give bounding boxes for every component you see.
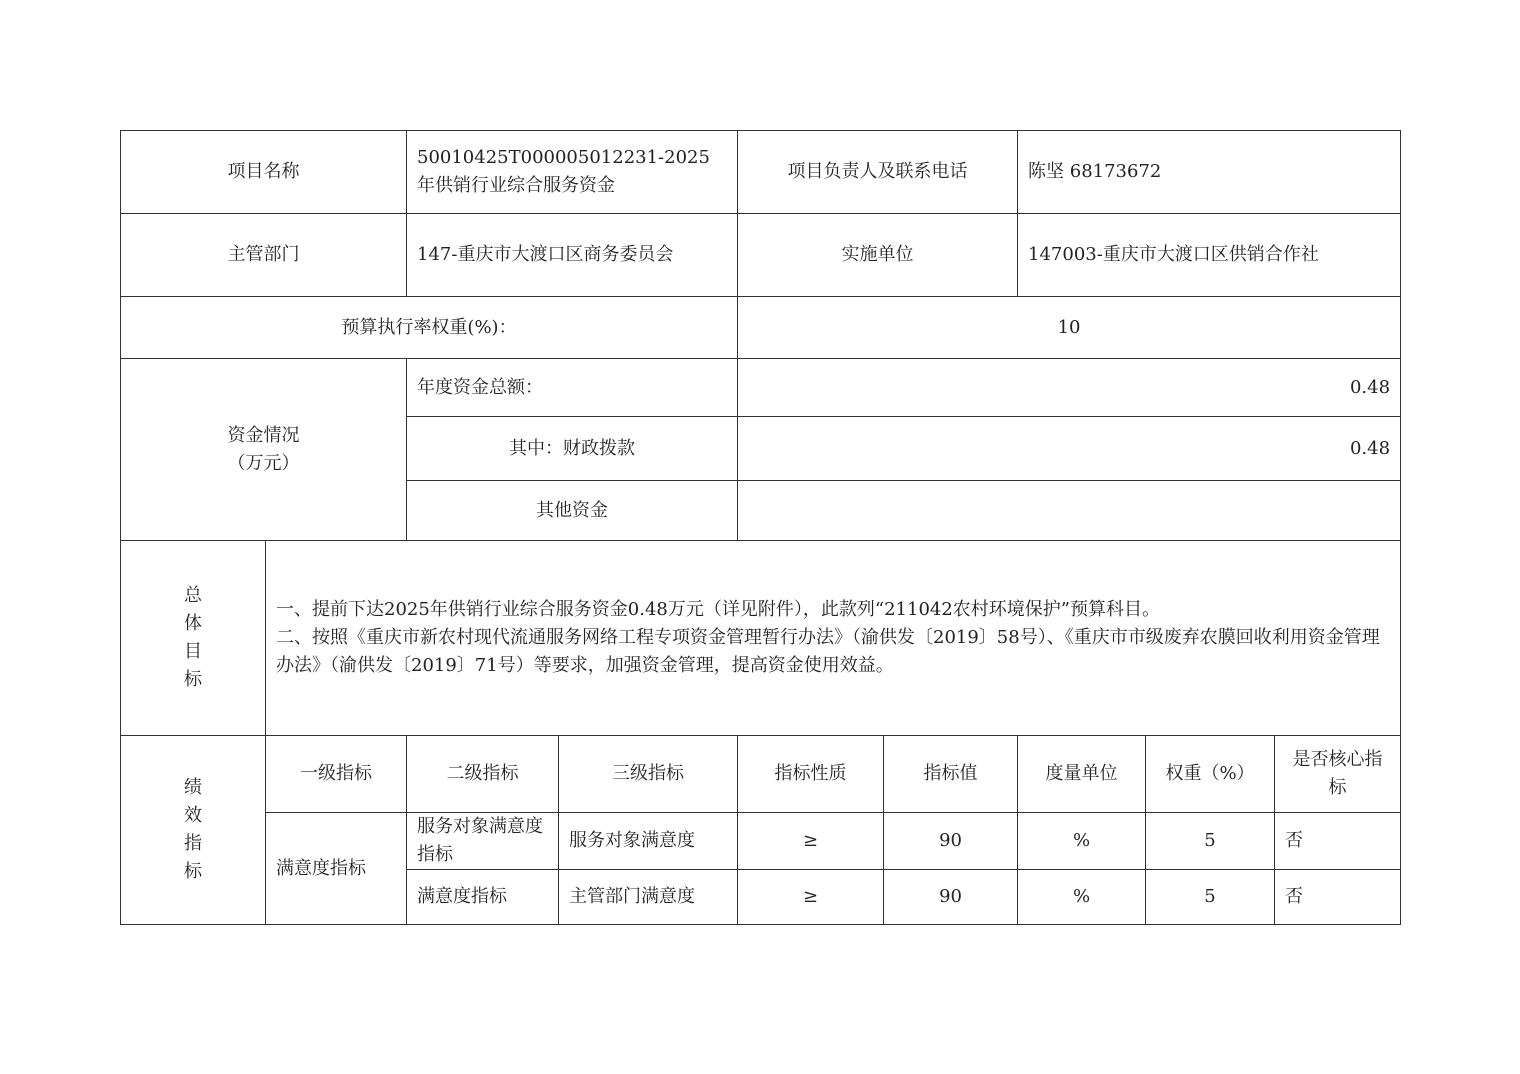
indicator-level3: 主管部门满意度 [559,870,738,925]
indicator-weight: 5 [1146,813,1275,870]
header-level1: 一级指标 [266,736,407,813]
indicator-level1: 满意度指标 [266,813,407,925]
indicator-core: 否 [1275,813,1401,870]
indicator-value: 90 [884,813,1018,870]
contact-value: 陈坚 68173672 [1018,131,1401,214]
indicator-weight: 5 [1146,870,1275,925]
indicator-level2: 服务对象满意度指标 [407,813,559,870]
funds-fiscal-value: 0.48 [738,417,1401,481]
indicator-nature: ≥ [738,813,884,870]
goals-row [121,541,1401,736]
indicator-level2: 满意度指标 [407,870,559,925]
indicators-section-title: 绩效指标 [184,777,202,882]
department-row [121,214,1401,297]
funds-total-row [121,359,1401,417]
budget-weight-label: 预算执行率权重(%)： [121,297,738,359]
funds-other-value [738,481,1401,541]
implementing-unit-value: 147003-重庆市大渡口区供销合作社 [1018,214,1401,297]
funds-total-label: 年度资金总额： [407,359,738,417]
department-value: 147-重庆市大渡口区商务委员会 [407,214,738,297]
indicators-section-label [121,736,266,925]
project-name-row [121,131,1401,214]
indicator-unit: % [1018,813,1146,870]
indicator-level3: 服务对象满意度 [559,813,738,870]
header-value: 指标值 [884,736,1018,813]
goals-section-label [121,541,266,736]
indicator-nature: ≥ [738,870,884,925]
budget-weight-row [121,297,1401,359]
goals-section-title: 总体目标 [184,585,202,690]
funds-section-unit: （万元） [227,452,300,474]
header-unit: 度量单位 [1018,736,1146,813]
funds-section-label [121,359,407,541]
project-name-value: 50010425T000005012231-2025年供销行业综合服务资金 [407,131,738,214]
funds-total-value: 0.48 [738,359,1401,417]
budget-weight-value: 10 [738,297,1401,359]
goal-line-1: 一、提前下达2025年供销行业综合服务资金0.48万元（详见附件），此款列“211042农村环境保护”预算科目。 [276,599,1160,620]
header-core: 是否核心指标 [1275,736,1401,813]
implementing-unit-label: 实施单位 [738,214,1018,297]
funds-other-label: 其他资金 [407,481,738,541]
goals-content [266,541,1401,736]
header-weight: 权重（%） [1146,736,1275,813]
indicator-core: 否 [1275,870,1401,925]
indicators-header-row [121,736,1401,813]
header-level2: 二级指标 [407,736,559,813]
contact-label: 项目负责人及联系电话 [738,131,1018,214]
funds-fiscal-label: 其中：财政拨款 [407,417,738,481]
goal-line-2: 二、按照《重庆市新农村现代流通服务网络工程专项资金管理暂行办法》（渝供发〔2019〕58号）、《重庆市市级废弃农膜回收利用资金管理办法》（渝供发〔2019〕71号）等要求，加强资金管理，提高资金使用效益。 [276,627,1380,676]
indicator-unit: % [1018,870,1146,925]
indicator-row [121,813,1401,870]
header-nature: 指标性质 [738,736,884,813]
department-label: 主管部门 [121,214,407,297]
project-performance-table [120,130,1401,925]
indicator-value: 90 [884,870,1018,925]
project-name-label: 项目名称 [121,131,407,214]
header-level3: 三级指标 [559,736,738,813]
funds-section-title: 资金情况 [227,424,300,446]
